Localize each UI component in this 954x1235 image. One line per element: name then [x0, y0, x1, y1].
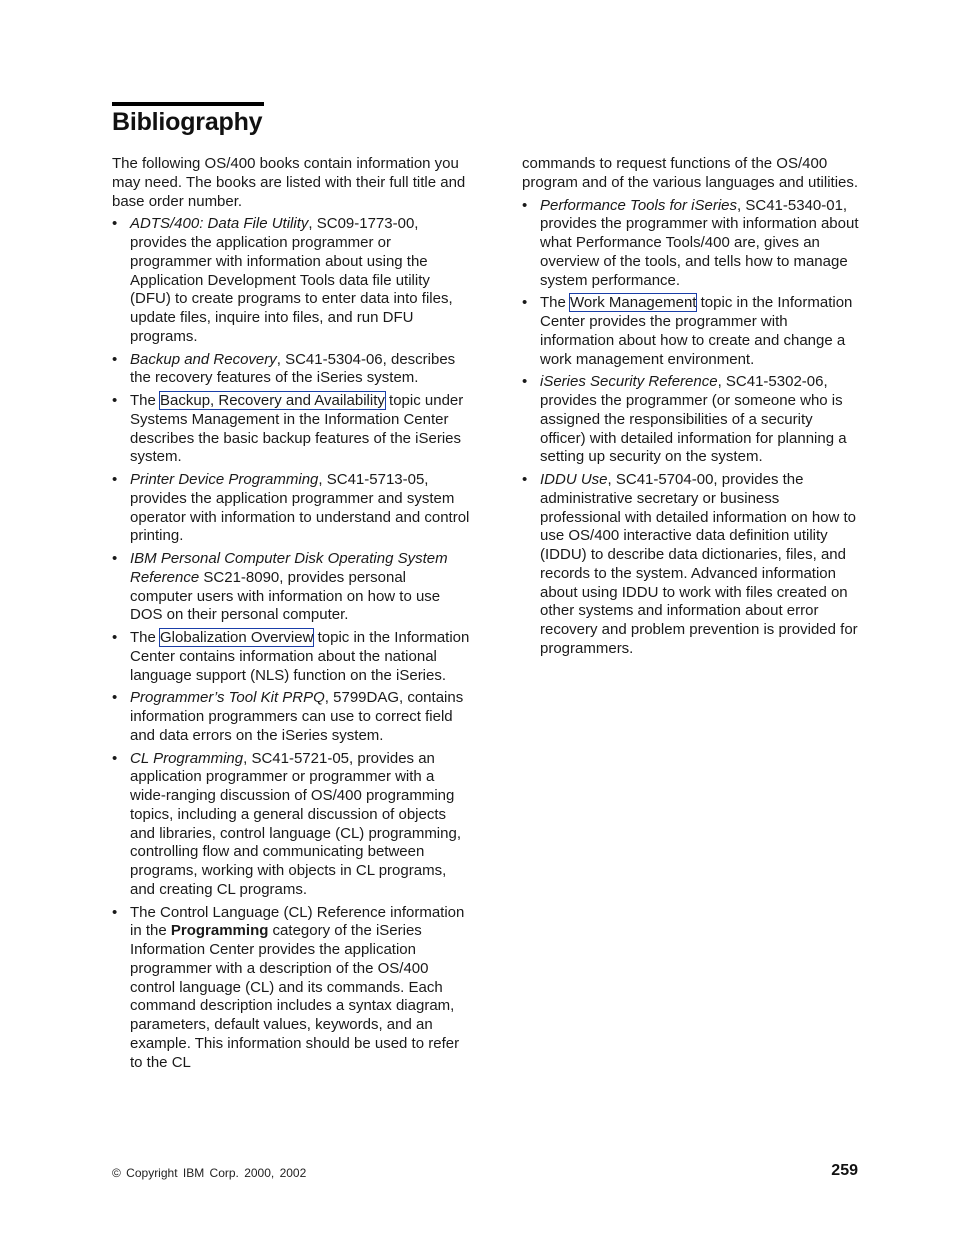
entry-description: category of the iSeries Information Center provides the application programmer with a description of the OS/400 control language (CL) and its commands. Each command description includes a syntax diagram, parameters, default values, keywords, and an example. This information should be used to refer to the CL [130, 922, 460, 1071]
backup-recovery-availability-link[interactable]: Backup, Recovery and Availability [160, 392, 385, 409]
bullet: • [522, 294, 528, 312]
list-item-backup [112, 351, 470, 389]
page-title: Bibliography [112, 108, 263, 136]
bullet: • [112, 471, 118, 488]
list-item-bra [112, 392, 470, 467]
entry-prefix: The [540, 294, 571, 312]
entry-description: topic under Systems Management in the Information Center describes the basic backup features of the iSeries system. [130, 392, 464, 466]
page-number: 259 [831, 1162, 858, 1179]
right-column [522, 155, 862, 663]
bullet: • [112, 550, 118, 567]
book-title: iSeries Security Reference [540, 373, 718, 391]
bullet: • [112, 689, 118, 707]
bullet: • [522, 196, 528, 214]
entry-prefix: The [130, 629, 161, 646]
entry-description: , 5799DAG, contains information programmers can use to correct field and data errors on the iSeries system. [130, 689, 464, 744]
globalization-overview-link[interactable]: Globalization Overview [160, 629, 314, 646]
bullet: • [522, 373, 528, 391]
entry-description: topic in the Information Center provides the programmer with information about how to create and change a work management environment. [540, 294, 853, 368]
intro-paragraph: The following OS/400 books contain information you may need. The books are listed with their full title and base order number. [112, 155, 466, 210]
entry-description: topic in the Information Center contains information about the national language support (NLS) function on the iSeries. [130, 629, 470, 684]
entry-description: , SC41-5304-06, describes the recovery features of the iSeries system. [130, 350, 456, 387]
entry-description: , SC41-5721-05, provides an application programmer or programmer with a wide-ranging discussion of OS/400 programming topics, including a general discussion of objects and libraries, control language (CL) programming, controlling flow and communicating between programs, working with objects in CL programs, and creating CL programs. [130, 749, 461, 898]
list-item-iddu [522, 471, 862, 659]
book-title: Backup and Recovery [130, 350, 277, 368]
list-item-globalization [112, 629, 470, 685]
list-item-printer [112, 471, 470, 546]
entry-prefix: The [130, 392, 161, 409]
book-title: Programmer’s Tool Kit PRPQ [130, 689, 325, 707]
book-title: IBM Personal Computer Disk Operating System Reference [130, 550, 448, 586]
entry-description: , SC41-5713-05, provides the application programmer and system operator with information to understand and control printing. [130, 471, 470, 545]
bullet: • [112, 392, 118, 409]
list-item-work-management [522, 294, 862, 369]
bullet: • [112, 749, 118, 767]
list-item-cl-reference [112, 904, 470, 1073]
list-item-cl-programming [112, 750, 470, 900]
work-management-link[interactable]: Work Management [570, 294, 697, 312]
book-title: Printer Device Programming [130, 471, 319, 488]
book-title: ADTS/400: Data File Utility [130, 215, 309, 233]
title-rule [112, 102, 264, 106]
list-item-adts [112, 215, 470, 346]
book-title: CL Programming [130, 749, 244, 767]
reference-list-right [522, 197, 862, 659]
book-title: IDDU Use [540, 471, 608, 488]
bullet: • [112, 903, 118, 921]
left-column [112, 155, 470, 1076]
list-item-dos [112, 550, 470, 625]
entry-description: SC21-8090, provides personal computer users with information on how to use DOS on their personal computer. [130, 568, 441, 624]
list-item-security [522, 373, 862, 467]
bullet: • [112, 629, 118, 646]
entry-description: , SC41-5340-01, provides the programmer with information about what Performance Tools/400 are, gives an overview of the tools, and tells how to manage system performance. [540, 196, 859, 289]
bullet: • [112, 215, 118, 233]
reference-list-left [112, 215, 470, 1072]
continued-text: commands to request functions of the OS/400 program and of the various languages and utilities. [522, 155, 859, 191]
entry-description: , SC41-5704-00, provides the administrative secretary or business professional with detailed information on how to use OS/400 interactive data definition utility (IDDU) to describe data dictionaries, files, and records to the system. Advanced information about using IDDU to work with files created on other systems and information about error recovery and problem prevention is provided for programmers. [540, 471, 858, 657]
list-item-performance [522, 197, 862, 291]
bullet: • [522, 471, 528, 488]
entry-prefix: The Control Language (CL) Reference information in the [130, 903, 465, 940]
entry-description: , SC09-1773-00, provides the application programmer or programmer with information about using the Application Development Tools data file utility (DFU) to create programs to enter data into files, update files, inquire into files, and run DFU programs. [130, 215, 453, 345]
category-name: Programming [170, 922, 269, 940]
bullet: • [112, 350, 118, 368]
copyright-notice: © Copyright IBM Corp. 2000, 2002 [112, 1166, 307, 1180]
entry-description: , SC41-5302-06, provides the programmer (or someone who is assigned the responsibilities of a security officer) with detailed information for planning a setting up security on the system. [540, 373, 847, 466]
book-title: Performance Tools for iSeries [540, 196, 738, 214]
list-item-prpq [112, 689, 470, 745]
